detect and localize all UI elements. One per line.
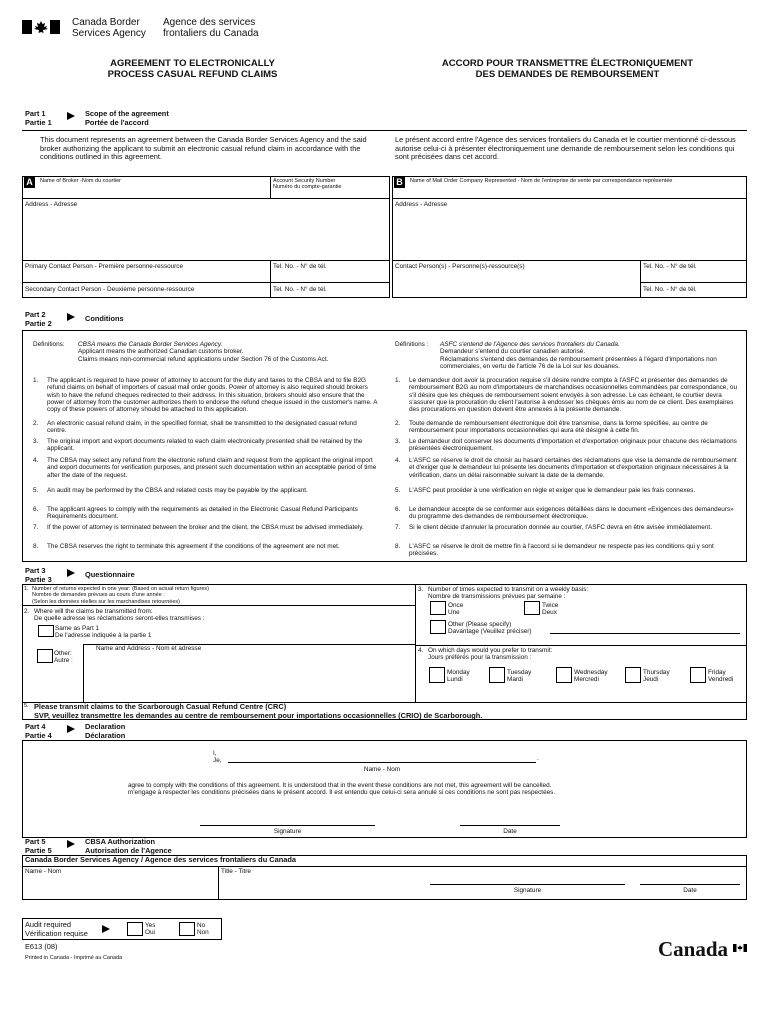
q4-number: 4. [418, 647, 424, 654]
declaration-i: I, Je, [213, 750, 222, 765]
officer-date-caption: Date [683, 887, 697, 894]
condition-en-1: 1. The applicant is required to have power of attorney to account for the duty and taxes to the CBSA and to file B2G refund claims on behalf of importers of casual mail order goods. Power of attorney is also required should brokers wish to have the refund cheques redirected to their address. In this situation, brokers should also ensure that the power of attorney from the customer authorizes them to endorse the refund cheque issued in the customer's name. A copy of these powers of attorney should be attached to this application. [33, 377, 378, 414]
account-number-field[interactable]: Account Security Number Numéro du compte-garantie [273, 178, 342, 191]
declarant-name-field[interactable] [228, 762, 536, 763]
part1-text-en: This document represents an agreement between the Canada Border Services Agency and the said broker authorizing the applicant to submit an electronic casual refund claim in accordance with the conditions outlined in this agreement. [40, 135, 367, 162]
condition-fr-2: 2. Toute demande de remboursement électronique doit être transmise, dans la forme spécifiée, au centre de remboursement pour importations occasionnelles qui aura été désigné à cette fin. [395, 420, 708, 435]
section-a-letter: A [24, 177, 35, 188]
part5-title: CBSA Authorization Autorisation de l'Agence [85, 837, 172, 855]
part2-label: Part 2 Partie 2 [25, 310, 52, 328]
same-as-part1-label: Same as Part 1 De l'adresse indiquée à la partie 1 [55, 625, 152, 640]
part1-title: Scope of the agreement Portée de l'accord [85, 109, 169, 127]
other-address-checkbox[interactable] [37, 649, 53, 663]
arrow-icon [67, 569, 75, 577]
company-name-field[interactable]: Name of Mail Order Company Represented - Nom de l'entreprise de vente par correspondance représentée [410, 178, 673, 184]
other-address-field[interactable] [83, 644, 415, 702]
secondary-tel-field[interactable]: Tel. No. - N° de tél. [273, 286, 327, 293]
secondary-contact-field[interactable]: Secondary Contact Person - Deuxième personne-ressource [25, 286, 195, 293]
declaration-text: agree to comply with the conditions of this agreement. It is understood that in the event these conditions are not met, this agreement will be cancelled. m'engage à respecter les conditions précisées dans le présent accord. Il est entendu que celui-ci sera annulé si ces conditions ne sont pas respectées. [128, 782, 556, 797]
q1-returns-field[interactable]: Number of returns expected in one year: (Based on actual return figures) Nombre de demandes prévues au cours d'une année : (Selon les données réelles sur les marchandises retournées) [32, 586, 210, 605]
twice-label: Twice Deux [542, 602, 559, 617]
arrow-icon [67, 725, 75, 733]
declaration-signature-field[interactable] [200, 825, 375, 826]
tuesday-label: Tuesday Mardi [507, 669, 532, 684]
definitions-label-en: Definitions: [33, 341, 65, 348]
company-contacts-field[interactable]: Contact Person(s) - Personne(s)-ressource(s) [395, 263, 525, 270]
officer-name-field[interactable]: Name - Nom [25, 868, 62, 875]
condition-en-7: 7. If the power of attorney is terminated between the broker and the client, the CBSA must be advised immediately. [33, 524, 364, 531]
declaration-date-field[interactable] [460, 825, 560, 826]
wednesday-label: Wednesday Mercredi [574, 669, 608, 684]
condition-fr-4: 4. L'ASFC se réserve le droit de choisir au hasard certaines des réclamations que vise la demande de remboursement et d'exiger que le demandeur lui présente les documents d'importation et d'exportation originaux nécessaires à la vérification, dans un délai raisonnable suivant la date de la demande. [395, 457, 737, 479]
date-caption: Date [503, 828, 517, 835]
canada-flag-icon [22, 20, 60, 34]
monday-checkbox[interactable] [429, 667, 445, 683]
friday-checkbox[interactable] [690, 667, 706, 683]
arrow-icon [67, 313, 75, 321]
officer-signature-caption: Signature [513, 887, 542, 894]
q5-number: 5. [24, 703, 29, 709]
condition-en-3: 3. The original import and export documents related to each claim electronically presented shall be retained by the applicant. [33, 438, 363, 453]
part2-title: Conditions [85, 314, 124, 323]
declaration-period: . [537, 755, 539, 762]
primary-contact-field[interactable]: Primary Contact Person - Première personne-ressource [25, 263, 184, 270]
part5-label: Part 5 Partie 5 [25, 837, 52, 855]
printed-in-canada: Printed in Canada - Imprimé au Canada [25, 955, 123, 961]
agency-name-en: Canada Border Services Agency [72, 17, 146, 39]
section-b [392, 176, 747, 298]
condition-en-2: 2. An electronic casual refund claim, in the specified format, shall be transmitted to the designated casual refund centre. [33, 420, 357, 435]
audit-yes-label: Yes Oui [145, 922, 156, 937]
part1-label: Part 1 Partie 1 [25, 109, 52, 127]
q2-number: 2. [24, 608, 30, 615]
primary-tel-field[interactable]: Tel. No. - N° de tél. [273, 263, 327, 270]
definitions-label-fr: Définitions : [395, 341, 429, 348]
definitions-fr: ASFC s'entend de l'Agence des services frontaliers du Canada. Demandeur s'entend du courtier canadien autorisé. Réclamations s'entend des demandes de remboursement présentées à l'égard d'importations non commerciales, en vertu de l'article 76 de la Loi sur les douanes. [440, 341, 717, 370]
company-tel-field-2[interactable]: Tel. No. - N° de tél. [643, 286, 697, 293]
tuesday-checkbox[interactable] [489, 667, 505, 683]
name-caption: Name - Nom [363, 766, 401, 773]
friday-label: Friday Vendredi [708, 669, 734, 684]
q3-question: Number of times expected to transmit on a weekly basis: Nombre de transmissions prévues par semaine : [428, 586, 589, 601]
audit-no-checkbox[interactable] [179, 922, 195, 936]
audit-yes-checkbox[interactable] [127, 922, 143, 936]
thursday-checkbox[interactable] [625, 667, 641, 683]
form-title-fr: ACCORD POUR TRANSMETTRE ÉLECTRONIQUEMENT DES DEMANDES DE REMBOURSEMENT [441, 58, 694, 80]
q5-instruction: Please transmit claims to the Scarborough Casual Refund Centre (CRC) SVP, veuillez transmettre les demandes au centre de remboursement pour importations occasionnelles (CRIO) de Scarborough. [34, 702, 483, 720]
arrow-icon [67, 840, 75, 848]
officer-title-field[interactable]: Title - Titre [221, 868, 251, 875]
agency-name-fr: Agence des services frontaliers du Canada [163, 17, 259, 39]
canada-wordmark-logo: Canada [658, 937, 729, 961]
q2-question: Where will the claims be transmitted from: De quelle adresse les réclamations seront-elles transmises : [34, 608, 205, 623]
part3-title: Questionnaire [85, 570, 135, 579]
condition-fr-8: 8. L'ASFC se réserve le droit de mettre fin à l'accord si le demandeur ne respecte pas les conditions qui y sont précisées. [395, 543, 714, 558]
form-title-en: AGREEMENT TO ELECTRONICALLY PROCESS CASUAL REFUND CLAIMS [107, 58, 278, 80]
audit-no-label: No Non [197, 922, 209, 937]
officer-signature-field[interactable] [430, 884, 625, 885]
other-frequency-field[interactable] [550, 633, 740, 634]
monday-label: Monday Lundi [447, 669, 470, 684]
q3-number: 3. [418, 586, 424, 593]
broker-name-field[interactable]: Name of Broker -Nom du courtier [40, 178, 121, 184]
condition-fr-5: 5. L'ASFC peut procéder à une vérification en règle et exiger que le demandeur paie les frais connexes. [395, 487, 696, 494]
agency-heading: Canada Border Services Agency / Agence des services frontaliers du Canada [25, 855, 296, 864]
part4-title: Declaration Déclaration [85, 722, 126, 740]
condition-fr-3: 3. Le demandeur doit conserver les documents d'importation et d'exportation originaux pour chacune des réclamations présentées électroniquement. [395, 438, 737, 453]
wordmark-flag-icon [733, 939, 747, 947]
twice-checkbox[interactable] [524, 601, 540, 615]
definitions-en: CBSA means the Canada Border Services Agency. Applicant means the authorized Canadian customs broker. Claims means non-commercial refund applications under Section 76 of the Customs Act. [78, 341, 329, 363]
once-label: Once Une [448, 602, 464, 617]
signature-caption: Signature [273, 828, 302, 835]
section-b-letter: B [394, 177, 405, 188]
same-as-part1-checkbox[interactable] [38, 625, 54, 637]
other-address-label: Other: Autre : [54, 650, 73, 665]
q4-question: On which days would you prefer to transmit: Jours préférés pour la transmission : [428, 647, 553, 662]
wednesday-checkbox[interactable] [556, 667, 572, 683]
broker-address-field[interactable]: Address - Adresse [25, 201, 78, 208]
audit-label: Audit required Vérification requise [25, 920, 88, 938]
thursday-label: Thursday Jeudi [643, 669, 670, 684]
form-number: E613 (08) [25, 942, 58, 951]
section-a [22, 176, 390, 298]
arrow-icon [67, 112, 75, 120]
part3-label: Part 3 Partie 3 [25, 566, 52, 584]
officer-date-field[interactable] [640, 884, 740, 885]
other-frequency-checkbox[interactable] [430, 620, 446, 634]
arrow-icon [102, 925, 110, 933]
once-checkbox[interactable] [430, 601, 446, 615]
company-tel-field-1[interactable]: Tel. No. - N° de tél. [643, 263, 697, 270]
condition-en-4: 4. The CBSA may select any refund from the electronic refund claim and request from the applicant the original import and export documents for verification purposes, and present such documentation within an acceptable period of time after the date of the request. [33, 457, 377, 479]
other-frequency-label: Other (Please specify) Davantage (Veuillez préciser) [448, 621, 532, 636]
condition-fr-1: 1. Le demandeur doit avoir la procuration requise s'il désire rendre compte à l'ASFC et présenter des demandes de remboursement B2G au nom d'importateurs de marchandises occasionnelles commandées par correspondance, ou s'il désire que les chèques de remboursement soient envoyés à son adresse. Le cas échéant, le courtier devra s'assurer que la procuration du client l'autorise à endosser les chèques émis au nom de ce client. Des exemplaires des procurations en question doivent être annexés à la présente demande. [395, 377, 738, 414]
condition-fr-6: 6. Le demandeur accepte de se conformer aux exigences détaillées dans le document «Exigences des demandeurs» du programme des demandes de remboursement électronique. [395, 506, 734, 521]
company-address-field[interactable]: Address - Adresse [395, 201, 448, 208]
name-address-label: Name and Address - Nom et adresse [96, 645, 202, 652]
q1-number: 1. [24, 586, 29, 592]
condition-fr-7: 7. Si le client décide d'annuler la procuration donnée au courtier, l'ASFC devra en être avisée immédiatement. [395, 524, 712, 531]
part1-text-fr: Le présent accord entre l'Agence des services frontaliers du Canada et le courtier mentionné ci-dessous autorise celui-ci à présenter électroniquement une demande de remboursement selon les conditions qui sont précisées dans cet accord. [395, 135, 736, 162]
condition-en-8: 8. The CBSA reserves the right to terminate this agreement if the conditions of the agreement are not met. [33, 543, 340, 550]
condition-en-5: 5. An audit may be performed by the CBSA and related costs may be payable by the applicant. [33, 487, 308, 494]
condition-en-6: 6. The applicant agrees to comply with the requirements as detailed in the Electronic Casual Refund Participants Requirements document. [33, 506, 358, 521]
part4-label: Part 4 Partie 4 [25, 722, 52, 740]
